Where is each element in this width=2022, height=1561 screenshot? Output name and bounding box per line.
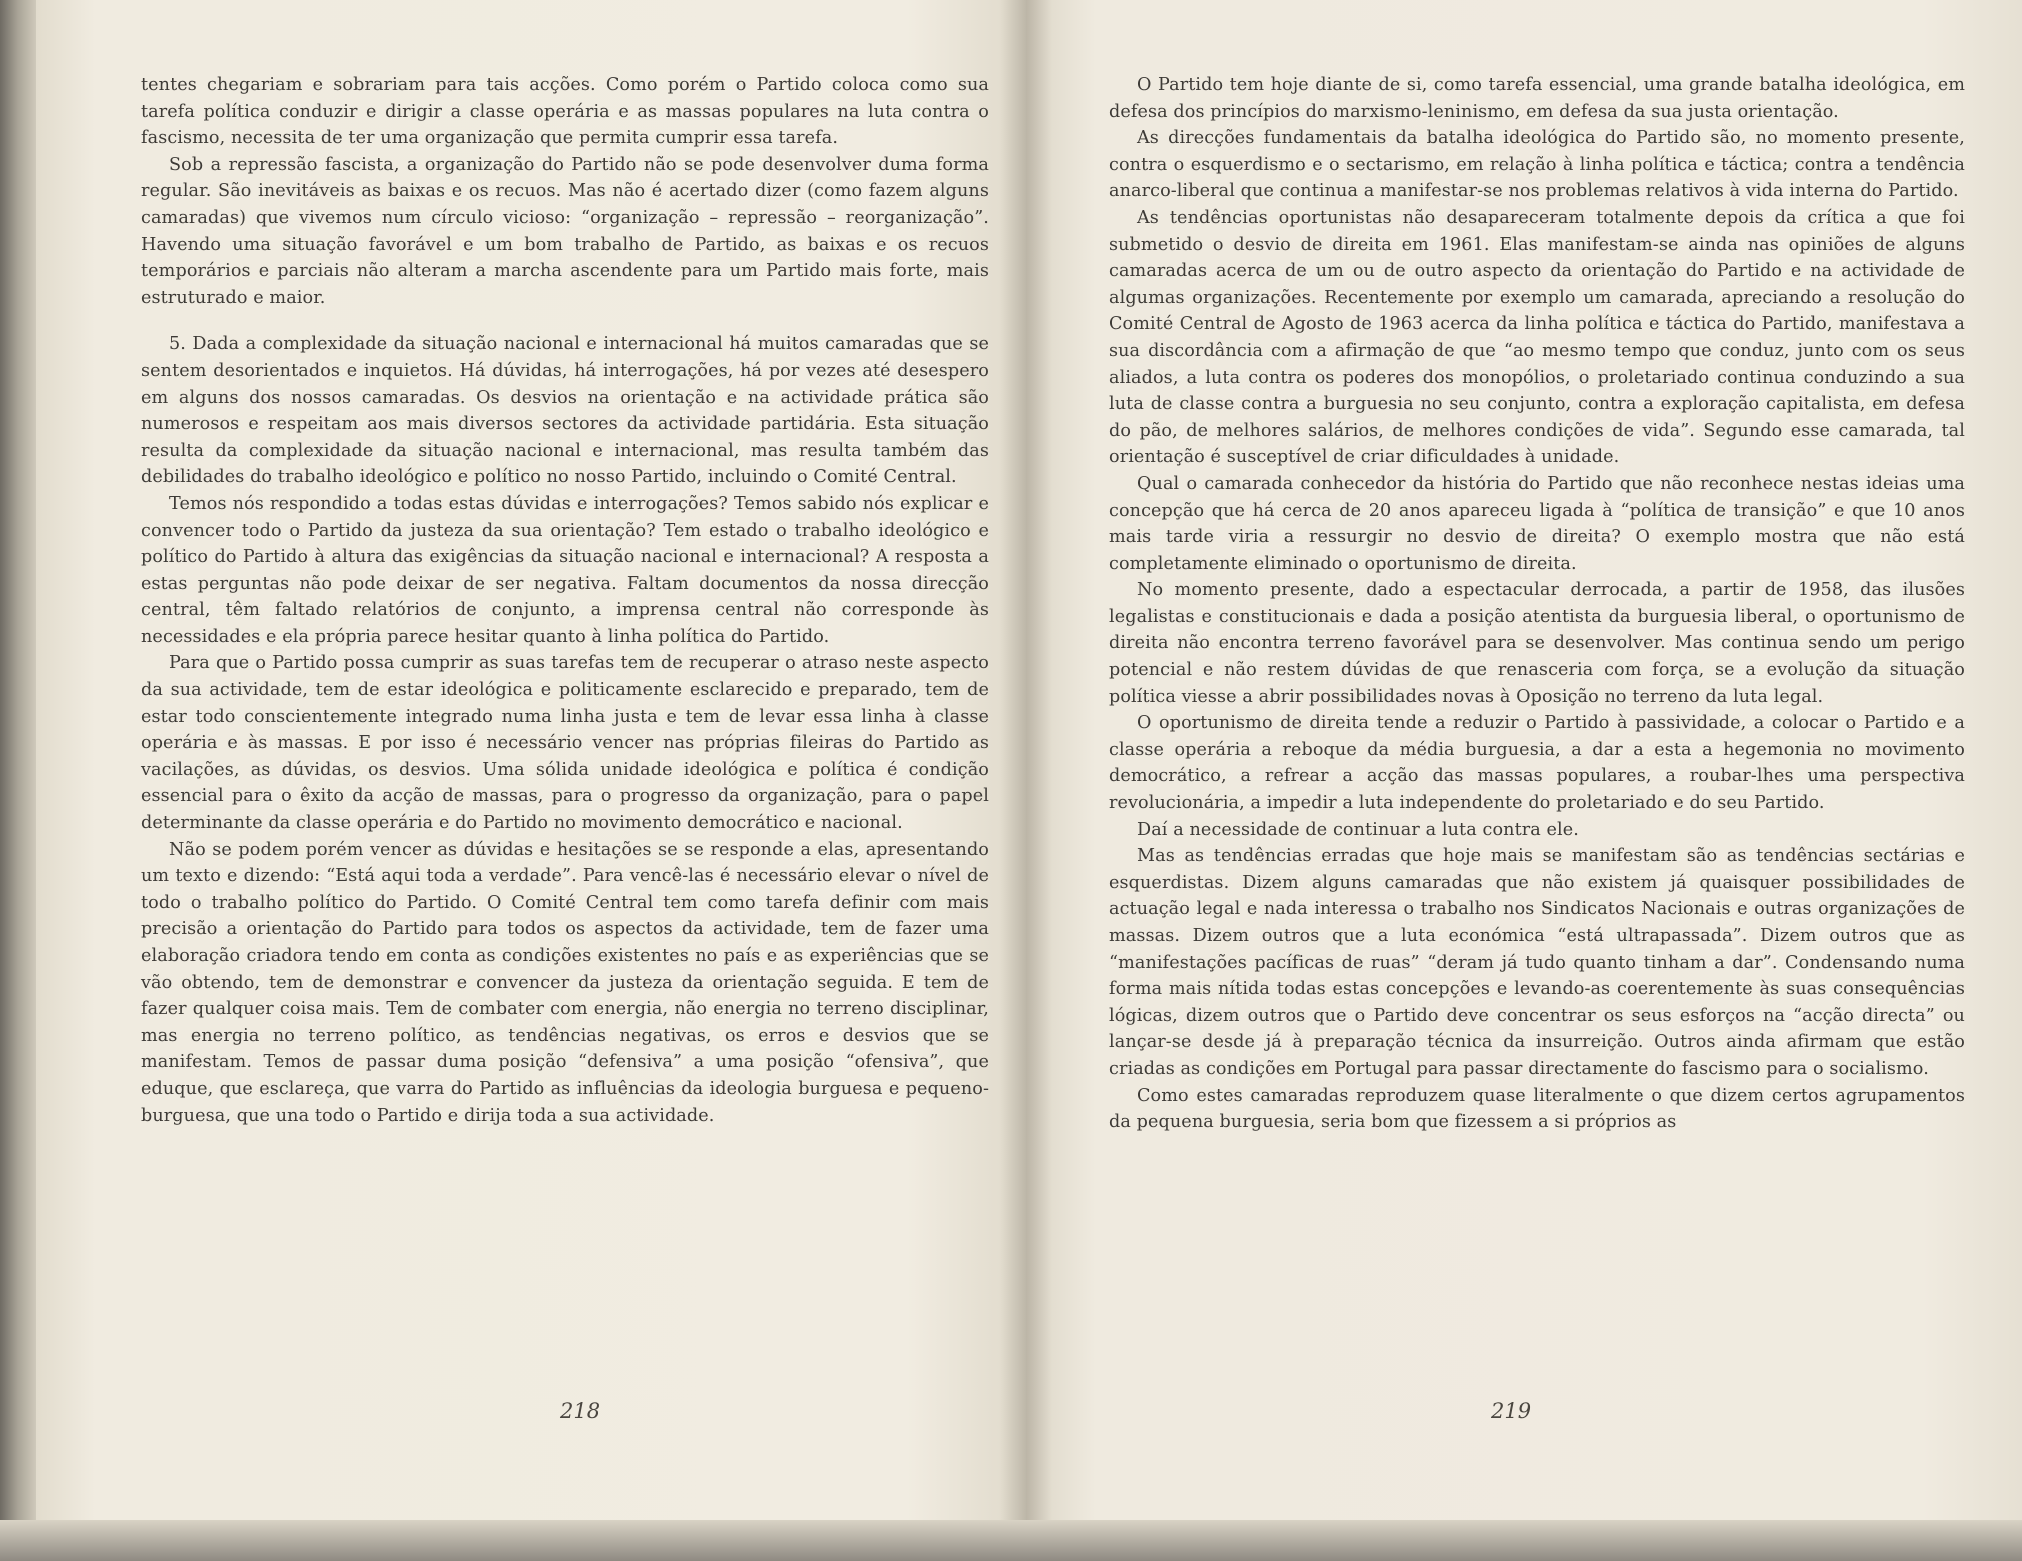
book-page-edges: [0, 0, 40, 1561]
left-paragraph-5: Para que o Partido possa cumprir as suas tarefas tem de recuperar o atraso neste aspecto da sua actividade, tem de estar ideológica e politicamente esclarecido e preparado, tem de estar todo conscientemente integrado numa linha justa e tem de levar essa linha à classe operária e às massas. E por isso é necessário vencer nas próprias fileiras do Partido as vacilações, as dúvidas, os desvios. Uma sólida unidade ideológica e política é condição essencial para o êxito da acção de massas, para o progresso da organização, para o papel determinante da classe operária e do Partido no movimento democrático e nacional.: [141, 653, 989, 834]
right-paragraph-6: O oportunismo de direita tende a reduzir o Partido à passividade, a colocar o Partido e a classe operária a reboque da média burguesia, a dar a esta a hegemonia no movimento democrático, a refrear a acção das massas populares, a roubar-lhes uma perspectiva revolucionária, a impedir a luta independente do proletariado e do seu Partido.: [1109, 713, 1965, 814]
right-paragraph-1: O Partido tem hoje diante de si, como tarefa essencial, uma grande batalha ideológica, em defesa dos princípios do marxismo-leninismo, em defesa da sua justa orientação.: [1109, 75, 1965, 122]
right-page: [1026, 0, 2022, 1540]
left-paragraph-6: Não se podem porém vencer as dúvidas e hesitações se se responde a elas, apresentando um texto e dizendo: “Está aqui toda a verdade”. Para vencê-las é necessário elevar o nível de todo o trabalho político do Partido. O Comité Central tem como tarefa definir com mais precisão a orientação do Partido para todos os aspectos da actividade, tem de fazer uma elaboração criadora tendo em conta as condições existentes no país e as experiências que se vão obtendo, tem de demonstrar e convencer da justeza da orientação seguida. E tem de fazer qualquer coisa mais. Tem de combater com energia, não energia no terreno disciplinar, mas energia no terreno político, as tendências negativas, os erros e desvios que se manifestam. Temos de passar duma posição “defensiva” a uma posição “ofensiva”, que eduque, que esclareça, que varra do Partido as influências da ideologia burguesa e pequeno-burguesa, que una todo o Partido e dirija toda a sua actividade.: [141, 839, 989, 1126]
right-paragraph-3: As tendências oportunistas não desapareceram totalmente depois da crítica a que foi submetido o desvio de direita em 1961. Elas manifestam-se ainda nas opiniões de alguns camaradas acerca de um ou de outro aspecto da orientação do Partido e na actividade de algumas organizações. Recentemente por exemplo um camarada, apreciando a resolução do Comité Central de Agosto de 1963 acerca da linha política e táctica do Partido, manifestava a sua discordância com a afirmação de que “ao mesmo tempo que conduz, junto com os seus aliados, a luta contra os poderes dos monopólios, o proletariado continua conduzindo a sua luta de classe contra a burguesia no seu conjunto, contra a exploração capitalista, em defesa do pão, de melhores salários, de melhores condições de vida”. Segundo esse camarada, tal orientação é susceptível de criar dificuldades à unidade.: [1109, 207, 1965, 468]
right-paragraph-8: Mas as tendências erradas que hoje mais se manifestam são as tendências sectárias e esquerdistas. Dizem alguns camaradas que não existem já quaisquer possibilidades de actuação legal e nada interessa o trabalho nos Sindicatos Nacionais e outras organizações de massas. Dizem outros que a luta económica “está ultrapassada”. Dizem outros que as “manifestações pacíficas de ruas” “deram já tudo quanto tinham a dar”. Condensando numa forma mais nítida todas estas concepções e levando-as coerentemente às suas consequências lógicas, dizem outros que o Partido deve concentrar os seus esforços na “acção directa” ou lançar-se desde já à preparação técnica da insurreição. Outros ainda afirmam que estão criadas as condições em Portugal para passar directamente do fascismo para o socialismo.: [1109, 846, 1965, 1079]
left-paragraph-1: tentes chegariam e sobrariam para tais acções. Como porém o Partido coloca como sua tarefa política conduzir e dirigir a classe operária e as massas populares na luta contra o fascismo, necessita de ter uma organização que permita cumprir essa tarefa.: [141, 75, 989, 149]
right-page-text: [1109, 72, 1965, 1136]
left-page-number: 218: [560, 1399, 601, 1423]
right-paragraph-7: Daí a necessidade de continuar a luta contra ele.: [1137, 819, 1579, 840]
right-paragraph-9: Como estes camaradas reproduzem quase literalmente o que dizem certos agrupamentos da pequena burguesia, seria bom que fizessem a si próprios as: [1109, 1085, 1965, 1133]
right-paragraph-5: No momento presente, dado a espectacular derrocada, a partir de 1958, das ilusões legalistas e constitucionais e dada a posição atentista da burguesia liberal, o oportunismo de direita não encontra terreno favorável para se desenvolver. Mas continua sendo um perigo potencial e não restem dúvidas de que renasceria com força, se a evolução da situação política viesse a abrir possibilidades novas à Oposição no terreno da luta legal.: [1109, 580, 1965, 707]
left-page-text: [141, 72, 989, 1129]
right-page-number: 219: [1491, 1399, 1532, 1423]
book-gutter-shadow: [1000, 0, 1052, 1561]
left-paragraph-3: 5. Dada a complexidade da situação nacional e internacional há muitos camaradas que se sentem desorientados e inquietos. Há dúvidas, há interrogações, há por vezes até desespero em alguns dos nossos camaradas. Os desvios na orientação e na actividade prática são numerosos e respeitam aos mais diversos sectores da actividade partidária. Esta situação resulta da complexidade da situação nacional e internacional, mas resulta também das debilidades do trabalho ideológico e político no nosso Partido, incluindo o Comité Central.: [141, 334, 989, 488]
left-page: [36, 0, 1026, 1540]
book-bottom-edge: [0, 1520, 2022, 1561]
right-paragraph-4: Qual o camarada conhecedor da história do Partido que não reconhece nestas ideias uma concepção que há cerca de 20 anos apareceu ligada à “política de transição” e que 10 anos mais tarde viria a ressurgir no desvio de direita? O exemplo mostra que não está completamente eliminado o oportunismo de direita.: [1109, 473, 1965, 574]
right-paragraph-2: As direcções fundamentais da batalha ideológica do Partido são, no momento presente, contra o esquerdismo e o sectarismo, em relação à linha política e táctica; contra a tendência anarco-liberal que continua a manifestar-se nos problemas relativos à vida interna do Partido.: [1109, 128, 1965, 202]
left-paragraph-2: Sob a repressão fascista, a organização do Partido não se pode desenvolver duma forma regular. São inevitáveis as baixas e os recuos. Mas não é acertado dizer (como fazem alguns camaradas) que vivemos num círculo vicioso: “organização – repressão – reorganização”. Havendo uma situação favorável e um bom trabalho de Partido, as baixas e os recuos temporários e parciais não alteram a marcha ascendente para um Partido mais forte, mais estruturado e maior.: [141, 154, 989, 308]
left-paragraph-4: Temos nós respondido a todas estas dúvidas e interrogações? Temos sabido nós explicar e convencer todo o Partido da justeza da sua orientação? Tem estado o trabalho ideológico e político do Partido à altura das exigências da situação nacional e internacional? A resposta a estas perguntas não pode deixar de ser negativa. Faltam documentos da nossa direcção central, têm faltado relatórios de conjunto, a imprensa central não corresponde às necessidades e ela própria parece hesitar quanto à linha política do Partido.: [141, 493, 989, 647]
